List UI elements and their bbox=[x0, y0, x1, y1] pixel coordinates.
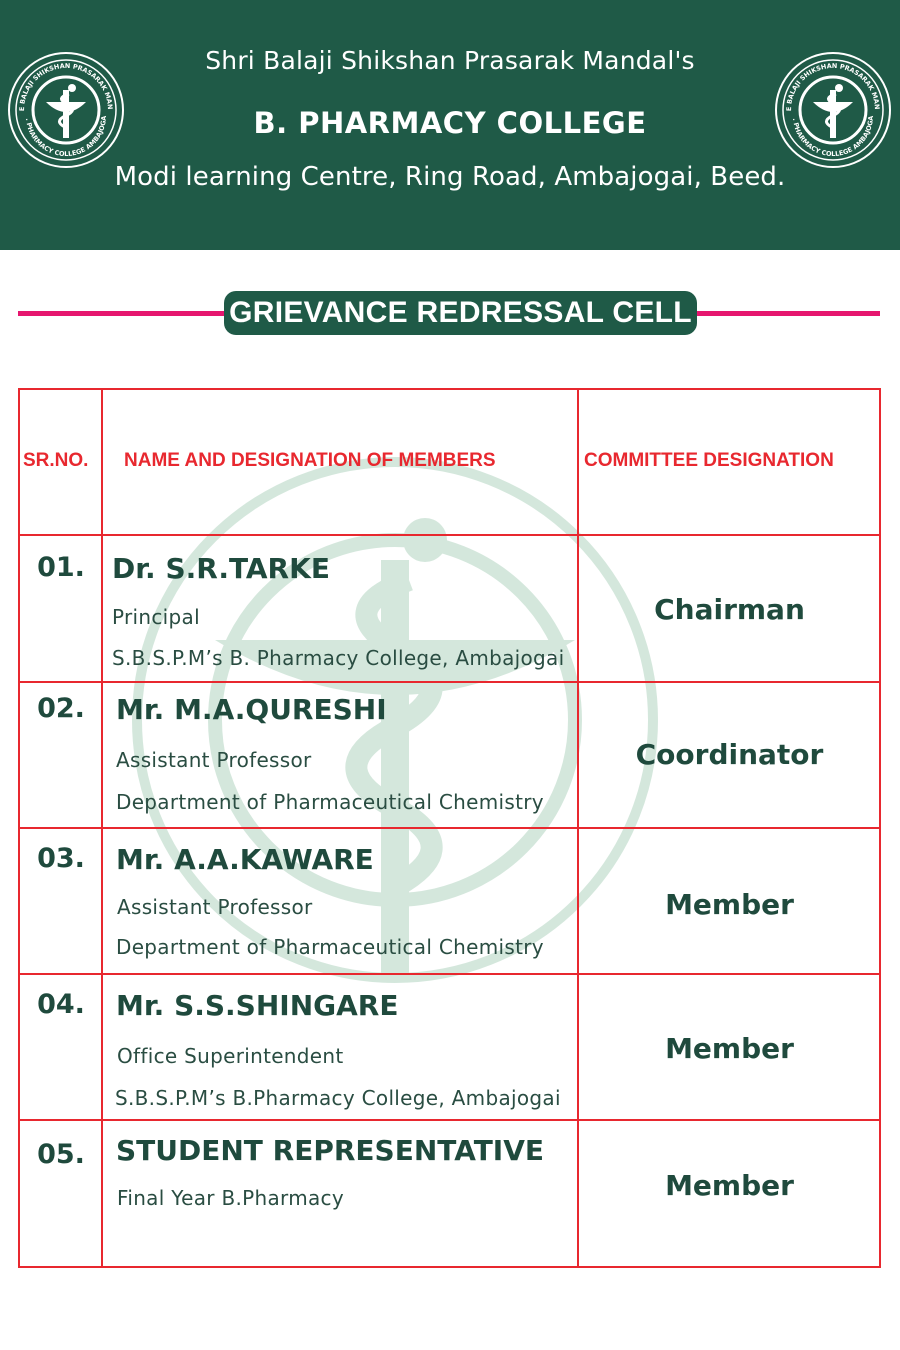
member-designation: Assistant Professor bbox=[117, 895, 313, 919]
svg-text:SHREE BALAJI SHIKSHAN PRASARAK: E BALAJI SHIKSHAN PRASARAK MAN bbox=[784, 61, 882, 112]
member-designation: Assistant Professor bbox=[116, 748, 312, 772]
society-name: Shri Balaji Shikshan Prasarak Mandal's bbox=[205, 46, 695, 75]
row-number: 04. bbox=[37, 989, 85, 1020]
svg-text:SHREE BALAJI SHIKSHAN PRASARAK: E BALAJI SHIKSHAN PRASARAK MAN bbox=[17, 61, 115, 112]
header-band bbox=[0, 0, 900, 250]
bowl-of-hygieia-icon bbox=[773, 50, 893, 170]
committee-role: Member bbox=[665, 888, 794, 921]
row-number: 02. bbox=[37, 693, 85, 724]
title-rule-right bbox=[690, 311, 880, 316]
member-department: Department of Pharmaceutical Chemistry bbox=[116, 790, 544, 814]
committee-role: Chairman bbox=[654, 593, 805, 626]
row-number: 01. bbox=[37, 552, 85, 583]
committee-role: Coordinator bbox=[635, 738, 824, 771]
member-name: Mr. A.A.KAWARE bbox=[116, 843, 374, 876]
committee-role: Member bbox=[665, 1169, 794, 1202]
member-department: S.B.S.P.M’s B. Pharmacy College, Ambajogai bbox=[112, 646, 565, 670]
svg-text:B. PHARMACY COLLEGE AMBAJOGAI: . PHARMACY COLLEGE AMBAJOGA bbox=[24, 115, 109, 159]
svg-text:B. PHARMACY COLLEGE AMBAJOGAI: . PHARMACY COLLEGE AMBAJOGA bbox=[791, 115, 876, 159]
member-name: STUDENT REPRESENTATIVE bbox=[116, 1134, 545, 1167]
row-divider bbox=[20, 827, 879, 829]
member-designation: Office Superintendent bbox=[117, 1044, 344, 1068]
page-title: GRIEVANCE REDRESSAL CELL bbox=[224, 291, 697, 335]
college-address: Modi learning Centre, Ring Road, Ambajogai, Beed. bbox=[114, 162, 786, 192]
row-divider bbox=[20, 534, 879, 536]
grievance-committee-table bbox=[18, 388, 881, 1268]
member-designation: Final Year B.Pharmacy bbox=[117, 1186, 344, 1210]
college-logo-right bbox=[773, 50, 893, 170]
member-department: S.B.S.P.M’s B.Pharmacy College, Ambajogai bbox=[115, 1086, 561, 1110]
committee-role: Member bbox=[665, 1032, 794, 1065]
row-number: 03. bbox=[37, 843, 85, 874]
member-name: Mr. M.A.QURESHI bbox=[116, 693, 387, 726]
member-department: Department of Pharmaceutical Chemistry bbox=[116, 935, 544, 959]
row-number: 05. bbox=[37, 1139, 85, 1170]
row-divider bbox=[20, 1119, 879, 1121]
row-divider bbox=[20, 681, 879, 683]
title-rule-left bbox=[18, 311, 232, 316]
header-name: NAME AND DESIGNATION OF MEMBERS bbox=[124, 450, 496, 471]
college-name: B. PHARMACY COLLEGE bbox=[253, 106, 647, 140]
row-divider bbox=[20, 973, 879, 975]
header-sr-no: SR.NO. bbox=[23, 450, 89, 471]
member-name: Mr. S.S.SHINGARE bbox=[116, 989, 399, 1022]
member-name: Dr. S.R.TARKE bbox=[112, 552, 330, 585]
member-designation: Principal bbox=[112, 605, 200, 629]
header-committee-designation: COMMITTEE DESIGNATION bbox=[584, 450, 834, 471]
